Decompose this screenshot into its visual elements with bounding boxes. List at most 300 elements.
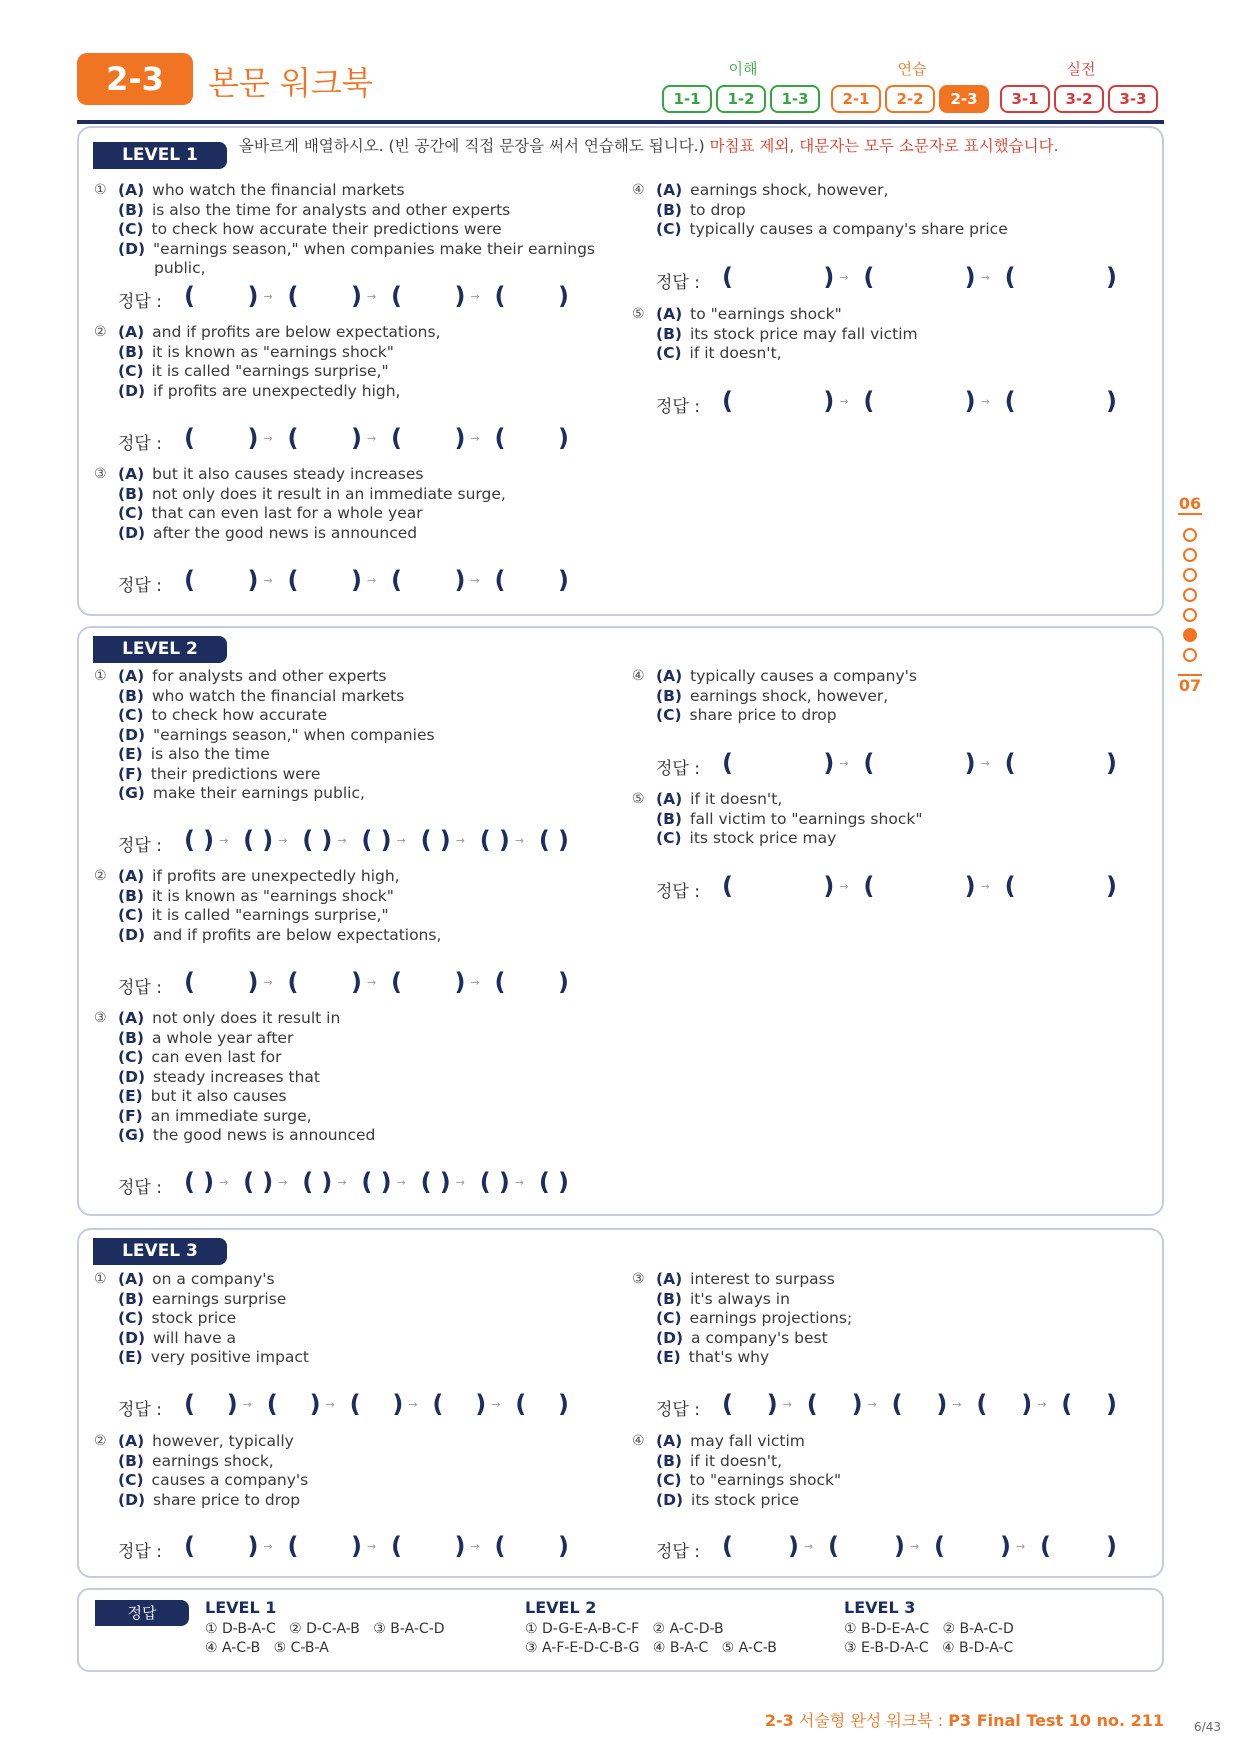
open-paren: ( [722, 872, 733, 900]
arrow-icon: → [839, 757, 849, 770]
answer-label: 정답 : [656, 882, 700, 902]
open-paren: ( [1004, 872, 1016, 900]
open-paren: ( [184, 1390, 195, 1418]
answer-line-input[interactable] [118, 970, 598, 1000]
option-letter: (E) [118, 1348, 143, 1366]
option-item [656, 344, 782, 364]
header-rule [77, 120, 1164, 124]
option-letter: (B) [118, 1289, 144, 1308]
open-paren: ( [1004, 749, 1016, 777]
level-2-tag: LEVEL 2 [93, 636, 227, 663]
answer-line-input[interactable] [118, 1392, 598, 1422]
option-text: for analysts and other experts [152, 667, 387, 685]
arrow-icon: → [242, 1398, 253, 1411]
option-letter: (B) [118, 484, 144, 503]
option-text: typically causes a company's [690, 667, 917, 685]
close-paren: ) [788, 1532, 799, 1560]
option-text: on a company's [152, 1270, 275, 1288]
open-paren: ( [287, 566, 299, 594]
open-paren: ( [184, 424, 195, 452]
close-paren: ) [226, 1390, 238, 1418]
close-paren: ) [558, 826, 569, 854]
option-text: it is called "earnings surprise," [151, 906, 389, 924]
arrow-icon: → [278, 1176, 288, 1189]
option-item: public, [154, 259, 206, 277]
option-letter: (A) [118, 667, 145, 685]
option-letter: (A) [118, 867, 145, 885]
option-letter: (A) [656, 305, 683, 323]
option-letter: (E) [118, 1087, 143, 1105]
option-letter: (A) [118, 1432, 145, 1450]
option-letter: (B) [656, 200, 682, 219]
open-paren: ( [1004, 387, 1016, 415]
open-paren: ( [184, 566, 195, 594]
question-number: ③ [94, 1010, 107, 1026]
open-paren: ( [391, 424, 402, 452]
option-letter: (C) [656, 829, 682, 847]
close-paren: ) [1106, 749, 1117, 777]
option-item [656, 687, 888, 707]
option-letter: (A) [118, 465, 145, 483]
close-paren: ) [380, 826, 392, 854]
close-paren: ) [498, 1168, 510, 1196]
answer-line: ④ A-C-B ⑤ C-B-A [205, 1640, 329, 1656]
open-paren: ( [863, 749, 875, 777]
option-item [118, 1270, 275, 1290]
arrow-icon: → [514, 834, 525, 847]
option-text: its stock price may [689, 829, 837, 847]
arrow-icon: → [337, 1176, 347, 1189]
open-paren: ( [302, 826, 314, 854]
arrow-icon: → [910, 1540, 920, 1553]
option-letter: (D) [656, 1328, 684, 1347]
close-paren: ) [823, 749, 835, 777]
tab-2-1[interactable]: 2-1 [831, 85, 881, 113]
arrow-icon: → [455, 834, 465, 847]
option-item [656, 1290, 790, 1310]
close-paren: ) [203, 826, 215, 854]
option-item [118, 687, 404, 707]
answer-line-input[interactable] [118, 1534, 598, 1564]
option-letter: (C) [118, 1309, 144, 1327]
open-paren: ( [287, 282, 299, 310]
close-paren: ) [454, 282, 466, 310]
close-paren: ) [964, 749, 976, 777]
close-paren: ) [454, 1532, 466, 1560]
tab-3-1[interactable]: 3-1 [1000, 85, 1050, 113]
close-paren: ) [558, 968, 569, 996]
option-text: it is known as "earnings shock" [151, 342, 394, 361]
close-paren: ) [936, 1390, 948, 1418]
answer-line-input[interactable] [118, 828, 598, 858]
answer-line-input[interactable] [656, 874, 1146, 904]
option-text: that can even last for a whole year [151, 504, 423, 522]
answer-line-input[interactable] [118, 426, 598, 456]
option-item [118, 667, 387, 687]
answer-key-tag: 정답 [95, 1600, 189, 1626]
option-letter: (B) [118, 1028, 144, 1047]
nav-group-label-exam: 실전 [1066, 60, 1096, 78]
option-letter: (A) [118, 1009, 145, 1027]
option-letter: (B) [118, 342, 144, 361]
option-item [118, 1087, 287, 1107]
close-paren: ) [475, 1390, 487, 1418]
arrow-icon: → [325, 1398, 335, 1411]
option-item [656, 706, 837, 726]
answer-label: 정답 : [656, 1400, 700, 1420]
option-letter: (G) [118, 1126, 145, 1144]
option-text: a company's best [691, 1328, 828, 1347]
option-item [118, 382, 401, 402]
instruction [239, 136, 1159, 157]
tab-1-2[interactable]: 1-2 [716, 85, 766, 113]
close-paren: ) [351, 566, 362, 594]
option-text: earnings shock, however, [689, 686, 889, 705]
open-paren: ( [184, 826, 195, 854]
tab-1-3[interactable]: 1-3 [770, 85, 820, 113]
option-text: will have a [153, 1328, 237, 1347]
option-item [118, 362, 389, 382]
question-number: ① [94, 668, 107, 684]
open-paren: ( [494, 566, 506, 594]
option-item [118, 726, 435, 746]
option-text: who watch the financial markets [152, 181, 405, 199]
question-number: ③ [632, 1271, 645, 1287]
close-paren: ) [321, 826, 333, 854]
option-text: share price to drop [689, 706, 837, 724]
open-paren: ( [184, 968, 195, 996]
option-text: to "earnings shock" [689, 1471, 842, 1489]
tab-3-2[interactable]: 3-2 [1054, 85, 1104, 113]
close-paren: ) [1106, 387, 1117, 415]
answer-line: ③ A-F-E-D-C-B-G ④ B-A-C ⑤ A-C-B [525, 1640, 777, 1656]
option-letter: (G) [118, 784, 145, 802]
answer-col-title: LEVEL 1 [205, 1598, 277, 1617]
answer-line-input[interactable] [656, 1392, 1146, 1422]
answer-key-panel [77, 1588, 1164, 1672]
answer-col-level2 [525, 1598, 777, 1658]
open-paren: ( [863, 872, 875, 900]
close-paren: ) [439, 826, 451, 854]
option-text: earnings shock, [151, 1451, 274, 1470]
option-text: not only does it result in [152, 1009, 341, 1027]
arrow-icon: → [367, 574, 377, 587]
answer-line: ③ E-B-D-A-C ④ B-D-A-C [844, 1640, 1014, 1656]
close-paren: ) [247, 424, 259, 452]
open-paren: ( [828, 1532, 839, 1560]
question-number: ① [94, 182, 107, 198]
open-paren: ( [1040, 1532, 1051, 1560]
open-paren: ( [1061, 1390, 1073, 1418]
answer-label: 정답 : [118, 1400, 162, 1420]
close-paren: ) [498, 826, 510, 854]
arrow-icon: → [219, 1176, 229, 1189]
option-letter: (A) [656, 1270, 683, 1288]
question-number: ⑤ [632, 791, 645, 807]
answer-label: 정답 : [118, 978, 162, 998]
answer-line-input[interactable] [118, 284, 598, 314]
option-text: an immediate surge, [150, 1106, 312, 1125]
arrow-icon: → [396, 834, 406, 847]
option-letter: (D) [118, 1328, 146, 1347]
option-text: it is called "earnings surprise," [151, 362, 389, 380]
option-letter: (B) [656, 324, 682, 343]
option-letter: (B) [656, 809, 682, 828]
option-letter: (B) [118, 886, 144, 905]
arrow-icon: → [278, 834, 288, 847]
close-paren: ) [964, 387, 976, 415]
answer-line-input[interactable] [118, 568, 598, 598]
section-badge: 2-3 [77, 53, 193, 105]
option-text: and if profits are below expectations, [152, 323, 441, 341]
option-item [656, 220, 1008, 240]
open-paren: ( [722, 1532, 733, 1560]
close-paren: ) [823, 263, 835, 291]
arrow-icon: → [470, 976, 480, 989]
arrow-icon: → [1016, 1540, 1026, 1553]
option-text: make their earnings public, [152, 784, 365, 802]
option-item [656, 305, 842, 325]
option-text: interest to surpass [690, 1270, 835, 1288]
arrow-icon: → [263, 432, 273, 445]
option-text: if it doesn't, [689, 344, 782, 362]
arrow-icon: → [980, 880, 990, 893]
page-number: 6/43 [1194, 1720, 1221, 1734]
option-text: if profits are unexpectedly high, [153, 381, 401, 400]
close-paren: ) [247, 1532, 259, 1560]
option-letter: (C) [118, 906, 144, 924]
answer-label: 정답 : [656, 759, 700, 779]
open-paren: ( [976, 1390, 988, 1418]
option-item [656, 1471, 841, 1491]
option-letter: (B) [118, 200, 144, 219]
close-paren: ) [247, 566, 259, 594]
option-text: earnings surprise [151, 1289, 287, 1308]
arrow-icon: → [514, 1176, 525, 1189]
option-letter: (C) [118, 706, 144, 724]
progress-dot [1183, 608, 1197, 622]
close-paren: ) [262, 826, 274, 854]
answer-label: 정답 : [656, 1542, 700, 1562]
arrow-icon: → [455, 1176, 465, 1189]
option-letter: (C) [656, 220, 682, 238]
option-text: to check how accurate their predictions were [151, 220, 502, 238]
option-item [656, 325, 918, 345]
open-paren: ( [287, 424, 299, 452]
option-letter: (D) [656, 1490, 684, 1509]
option-text: but it also causes [150, 1087, 287, 1105]
close-paren: ) [558, 282, 569, 310]
option-item [118, 1009, 340, 1029]
close-paren: ) [351, 282, 362, 310]
option-letter: (D) [118, 1067, 146, 1086]
open-paren: ( [349, 1390, 361, 1418]
open-paren: ( [391, 282, 402, 310]
progress-dot-current [1183, 628, 1197, 642]
open-paren: ( [287, 1532, 299, 1560]
option-letter: (A) [656, 1432, 683, 1450]
question-number: ② [94, 868, 107, 884]
option-item [118, 220, 502, 240]
option-item [118, 784, 365, 804]
tab-1-1[interactable]: 1-1 [662, 85, 712, 113]
option-item [656, 1270, 835, 1290]
close-paren: ) [823, 872, 835, 900]
answer-label: 정답 : [118, 1178, 162, 1198]
option-text: earnings projections; [689, 1309, 853, 1327]
option-letter: (D) [118, 1490, 146, 1509]
open-paren: ( [538, 1168, 550, 1196]
arrow-icon: → [263, 290, 273, 303]
option-item [118, 906, 389, 926]
option-item [118, 926, 441, 946]
option-text: share price to drop [153, 1490, 301, 1509]
option-item [656, 810, 922, 830]
arrow-icon: → [839, 880, 849, 893]
option-item [656, 1491, 799, 1511]
progress-dot [1183, 548, 1197, 562]
option-text: not only does it result in an immediate surge, [151, 484, 506, 503]
option-item [656, 1329, 828, 1349]
option-letter: (E) [118, 745, 143, 763]
option-item [656, 1309, 852, 1329]
open-paren: ( [266, 1390, 278, 1418]
option-text: its stock price may fall victim [689, 324, 918, 343]
close-paren: ) [1106, 263, 1117, 291]
option-text: to "earnings shock" [690, 305, 842, 323]
side-page-start: 06 [1178, 494, 1202, 513]
open-paren: ( [1004, 263, 1016, 291]
tab-3-3[interactable]: 3-3 [1108, 85, 1158, 113]
tab-2-3[interactable]: 2-3 [939, 85, 989, 113]
option-item [118, 240, 595, 260]
option-item [656, 790, 782, 810]
close-paren: ) [309, 1390, 321, 1418]
open-paren: ( [515, 1390, 527, 1418]
close-paren: ) [351, 1532, 362, 1560]
option-item [118, 1491, 300, 1511]
nav-group-label-practice: 연습 [897, 60, 927, 78]
option-letter: (A) [118, 181, 145, 199]
nav-group-label-understand: 이해 [728, 60, 758, 78]
open-paren: ( [184, 1532, 195, 1560]
option-text: "earnings season," when companies make their earnings [153, 239, 596, 258]
arrow-icon: → [839, 271, 849, 284]
option-text: can even last for [151, 1048, 282, 1066]
question-number: ④ [632, 668, 645, 684]
answer-line-input[interactable] [118, 1170, 598, 1200]
option-letter: (E) [656, 1348, 681, 1366]
open-paren: ( [722, 263, 733, 291]
option-letter: (C) [656, 1471, 682, 1489]
option-letter: (B) [118, 1451, 144, 1470]
level-3-tag: LEVEL 3 [93, 1238, 227, 1265]
answer-line-input[interactable] [656, 751, 1146, 781]
open-paren: ( [494, 424, 506, 452]
open-paren: ( [479, 1168, 491, 1196]
open-paren: ( [494, 1532, 506, 1560]
option-text: who watch the financial markets [151, 686, 405, 705]
option-item [118, 1348, 309, 1368]
arrow-icon: → [839, 395, 849, 408]
option-text: if it doesn't, [690, 790, 783, 808]
arrow-icon: → [396, 1176, 406, 1189]
option-item [118, 465, 423, 485]
answer-col-title: LEVEL 3 [844, 1598, 916, 1617]
answer-line-input[interactable] [656, 1534, 1146, 1564]
arrow-icon: → [337, 834, 347, 847]
close-paren: ) [558, 566, 569, 594]
close-paren: ) [1021, 1390, 1033, 1418]
answer-col-level3 [844, 1598, 1014, 1658]
option-item [118, 1290, 286, 1310]
open-paren: ( [420, 1168, 432, 1196]
footer [765, 1708, 1164, 1731]
option-item [118, 504, 423, 524]
close-paren: ) [454, 968, 466, 996]
option-letter: (D) [118, 523, 146, 542]
open-paren: ( [934, 1532, 945, 1560]
option-item [118, 1452, 274, 1472]
answer-line-input[interactable] [656, 265, 1146, 295]
arrow-icon: → [263, 1540, 273, 1553]
question-number: ④ [632, 182, 645, 198]
arrow-icon: → [219, 834, 229, 847]
open-paren: ( [722, 387, 733, 415]
option-text: very positive impact [150, 1348, 310, 1366]
option-text: earnings shock, however, [690, 181, 889, 199]
option-text: however, typically [152, 1432, 294, 1450]
option-text: "earnings season," when companies [153, 725, 435, 744]
answer-label: 정답 : [118, 576, 162, 596]
option-text: if profits are unexpectedly high, [152, 867, 400, 885]
open-paren: ( [243, 826, 255, 854]
option-letter: (C) [656, 344, 682, 362]
close-paren: ) [558, 424, 569, 452]
answer-line-input[interactable] [656, 389, 1146, 419]
option-text: to check how accurate [151, 706, 328, 724]
page-title: 본문 워크북 [208, 64, 373, 102]
option-text: is also the time for analysts and other experts [151, 200, 511, 219]
tab-2-2[interactable]: 2-2 [885, 85, 935, 113]
option-text: their predictions were [150, 764, 321, 783]
option-item [118, 745, 270, 765]
option-letter: (F) [118, 1106, 143, 1125]
question-number: ⑤ [632, 306, 645, 322]
open-paren: ( [806, 1390, 818, 1418]
option-item [118, 1107, 312, 1127]
close-paren: ) [247, 968, 259, 996]
answer-col-title: LEVEL 2 [525, 1598, 597, 1617]
option-text: is also the time [150, 745, 270, 763]
open-paren: ( [891, 1390, 903, 1418]
close-paren: ) [321, 1168, 333, 1196]
open-paren: ( [302, 1168, 314, 1196]
arrow-icon: → [263, 574, 273, 587]
option-item [118, 524, 417, 544]
arrow-icon: → [804, 1540, 814, 1553]
close-paren: ) [1106, 872, 1117, 900]
close-paren: ) [1000, 1532, 1011, 1560]
option-letter: (A) [656, 667, 683, 685]
instruction-main: 올바르게 배열하시오. (빈 공간에 직접 문장을 써서 연습해도 됩니다.) [239, 137, 705, 155]
option-letter: (C) [118, 504, 144, 522]
answer-label: 정답 : [656, 273, 700, 293]
option-item [656, 1348, 769, 1368]
option-item [118, 323, 441, 343]
question-number: ① [94, 1271, 107, 1287]
close-paren: ) [203, 1168, 215, 1196]
